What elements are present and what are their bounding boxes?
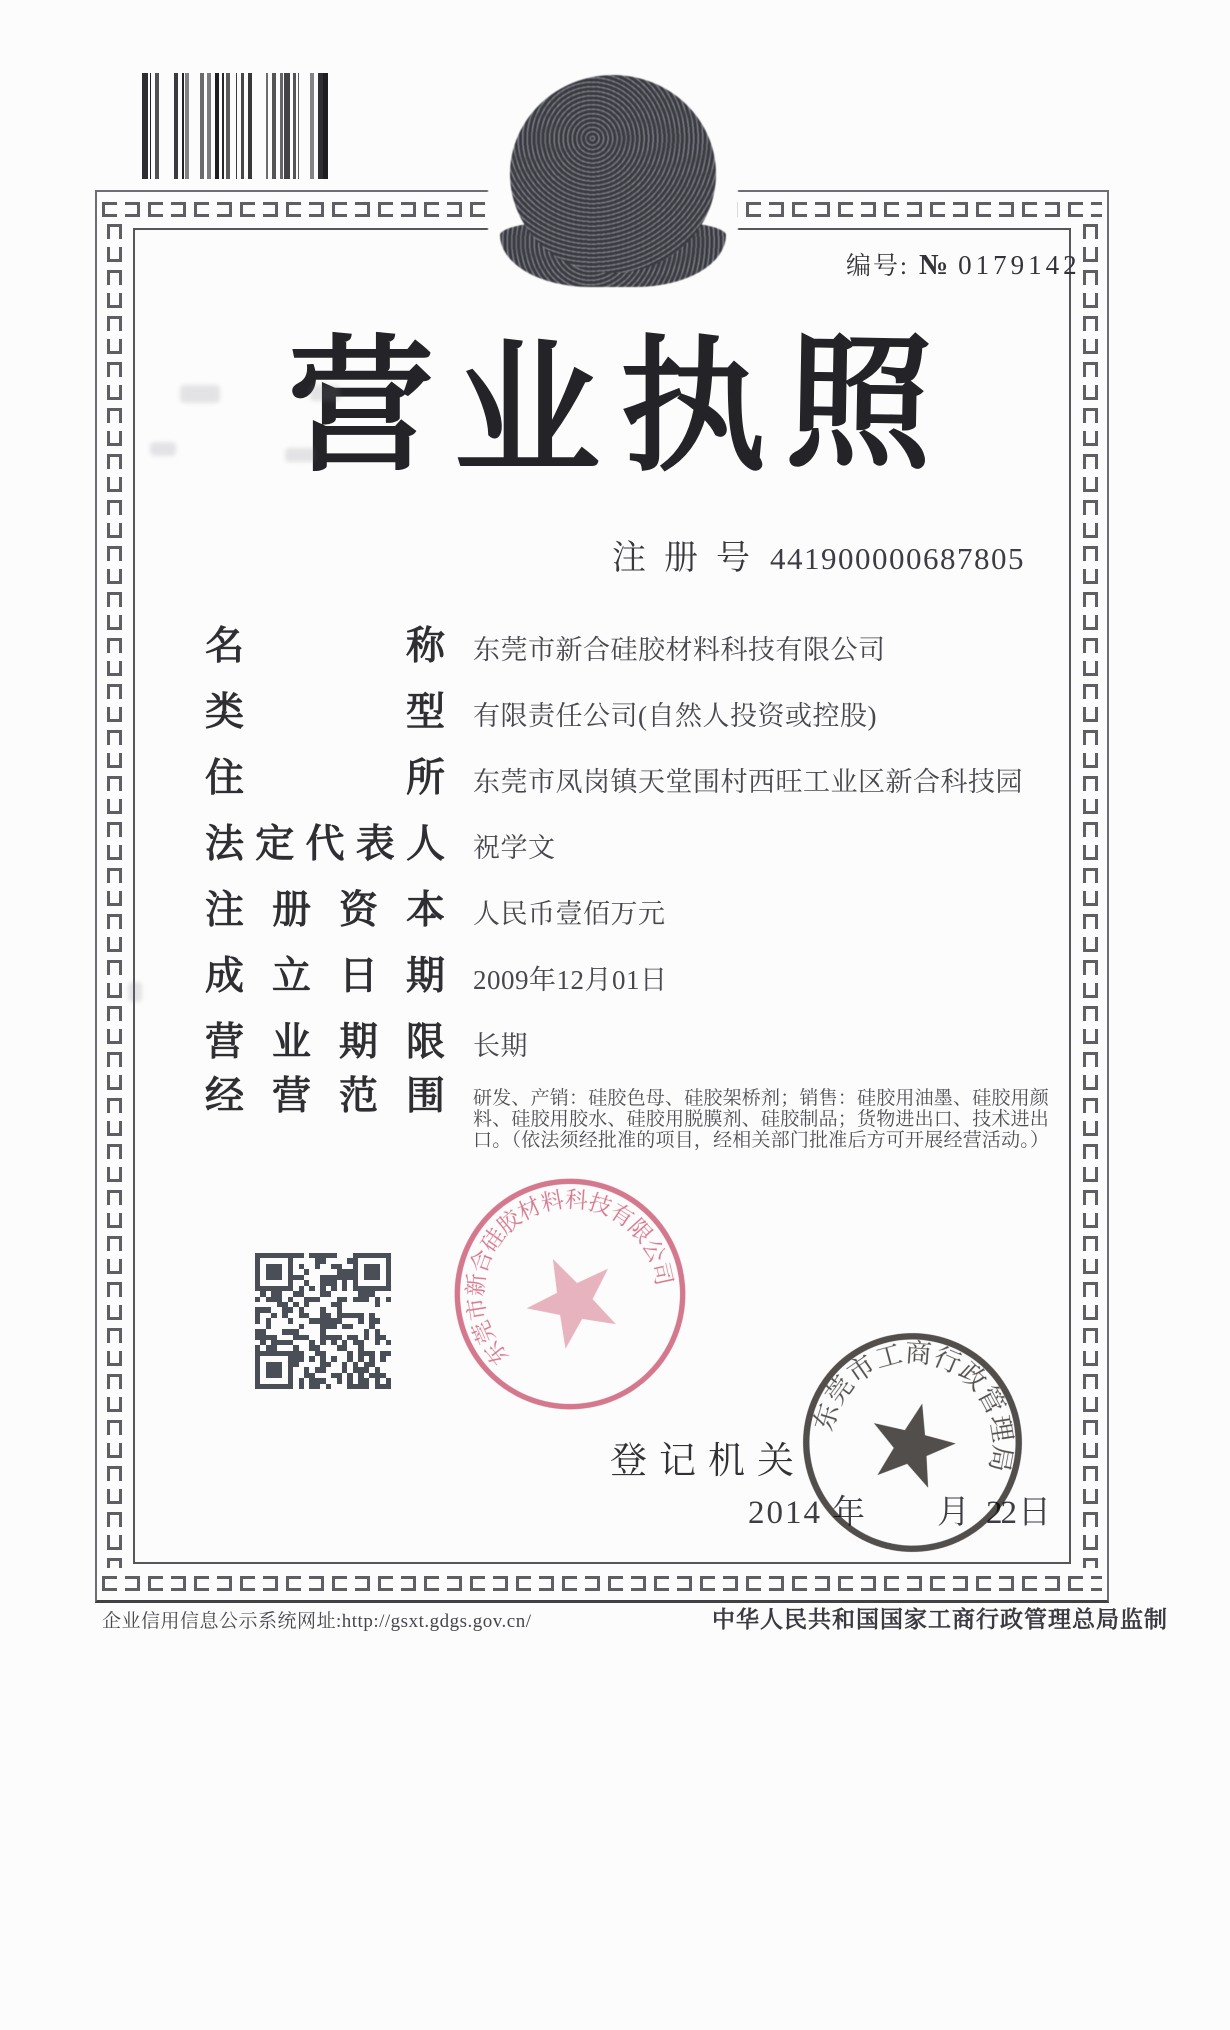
field-label: 类 型 <box>205 690 445 734</box>
company-seal-text: 东莞市新合硅胶材料科技有限公司 <box>462 1186 677 1370</box>
field-row-business-term <box>205 1010 1062 1076</box>
field-label: 经 营 范 围 <box>205 1075 445 1118</box>
issuing-authority-imprint: 中华人民共和国国家工商行政管理总局监制 <box>712 1607 1168 1632</box>
issue-year: 2014 <box>748 1495 822 1531</box>
numero-symbol: № <box>918 249 949 281</box>
registry-authority-label: 登 记 机 关 <box>610 1441 794 1482</box>
field-row-name <box>205 614 1062 680</box>
field-value: 东莞市凤岗镇天堂围村西旺工业区新合科技园 <box>473 766 1023 797</box>
field-value: 东莞市新合硅胶材料科技有限公司 <box>473 634 886 665</box>
field-label: 营 业 期 限 <box>205 1020 445 1064</box>
scan-artifact <box>285 448 315 462</box>
field-value: 有限责任公司(自然人投资或控股) <box>473 700 877 731</box>
serial-number: 0179142 <box>958 250 1081 280</box>
scan-artifact <box>128 982 142 1002</box>
national-emblem-icon <box>500 75 726 291</box>
scan-artifact <box>310 385 340 401</box>
month-unit: 月 <box>937 1495 970 1531</box>
field-value: 研发、产销：硅胶色母、硅胶架桥剂；销售：硅胶用油墨、硅胶用颜料、硅胶用胶水、硅胶用脱膜剂、硅胶制品；货物进出口、技术进出口。（依法须经批准的项目，经相关部门批准后方可开展经营活动。） <box>473 1088 1050 1151</box>
barcode-icon <box>135 73 330 179</box>
registration-number-line <box>612 530 1025 579</box>
field-value: 2009年12月01日 <box>473 964 668 995</box>
field-value: 祝学文 <box>473 832 556 863</box>
field-label: 成 立 日 期 <box>205 954 445 998</box>
field-row-registered-capital <box>205 878 1062 944</box>
field-value: 人民币壹佰万元 <box>473 898 666 929</box>
field-row-establish-date <box>205 944 1062 1010</box>
qr-code <box>255 1253 391 1389</box>
day-unit: 日 <box>1018 1495 1051 1531</box>
border-band-left <box>101 224 127 1568</box>
registry-seal-text: 东莞市工商行政管理局 <box>808 1337 1019 1475</box>
issue-day: 22 <box>986 1495 1015 1531</box>
document-title: 营 业 执 照 <box>288 322 934 493</box>
serial-number-line <box>846 246 1081 282</box>
registration-number-value: 441900000687805 <box>770 541 1025 576</box>
field-row-legal-representative <box>205 812 1062 878</box>
credit-info-url: 企业信用信息公示系统网址:http://gsxt.gdgs.gov.cn/ <box>102 1611 532 1632</box>
field-row-type <box>205 680 1062 746</box>
serial-label: 编号: <box>846 253 909 280</box>
seal-star-icon <box>862 1393 963 1491</box>
field-label: 注 册 资 本 <box>205 888 445 932</box>
license-fields <box>205 614 1062 1151</box>
border-band-right <box>1077 224 1103 1568</box>
field-label: 住 所 <box>205 756 445 800</box>
field-label: 法 定 代 表 人 <box>205 822 445 866</box>
emblem-circle <box>510 75 716 273</box>
field-label: 名 称 <box>205 624 445 668</box>
scan-artifact <box>180 385 220 403</box>
field-row-address <box>205 746 1062 812</box>
seal-star-icon <box>512 1239 631 1356</box>
field-value: 长期 <box>473 1030 528 1061</box>
year-unit: 年 <box>832 1495 865 1531</box>
registration-number-label: 注 册 号 <box>612 540 750 577</box>
scan-artifact <box>150 442 176 456</box>
